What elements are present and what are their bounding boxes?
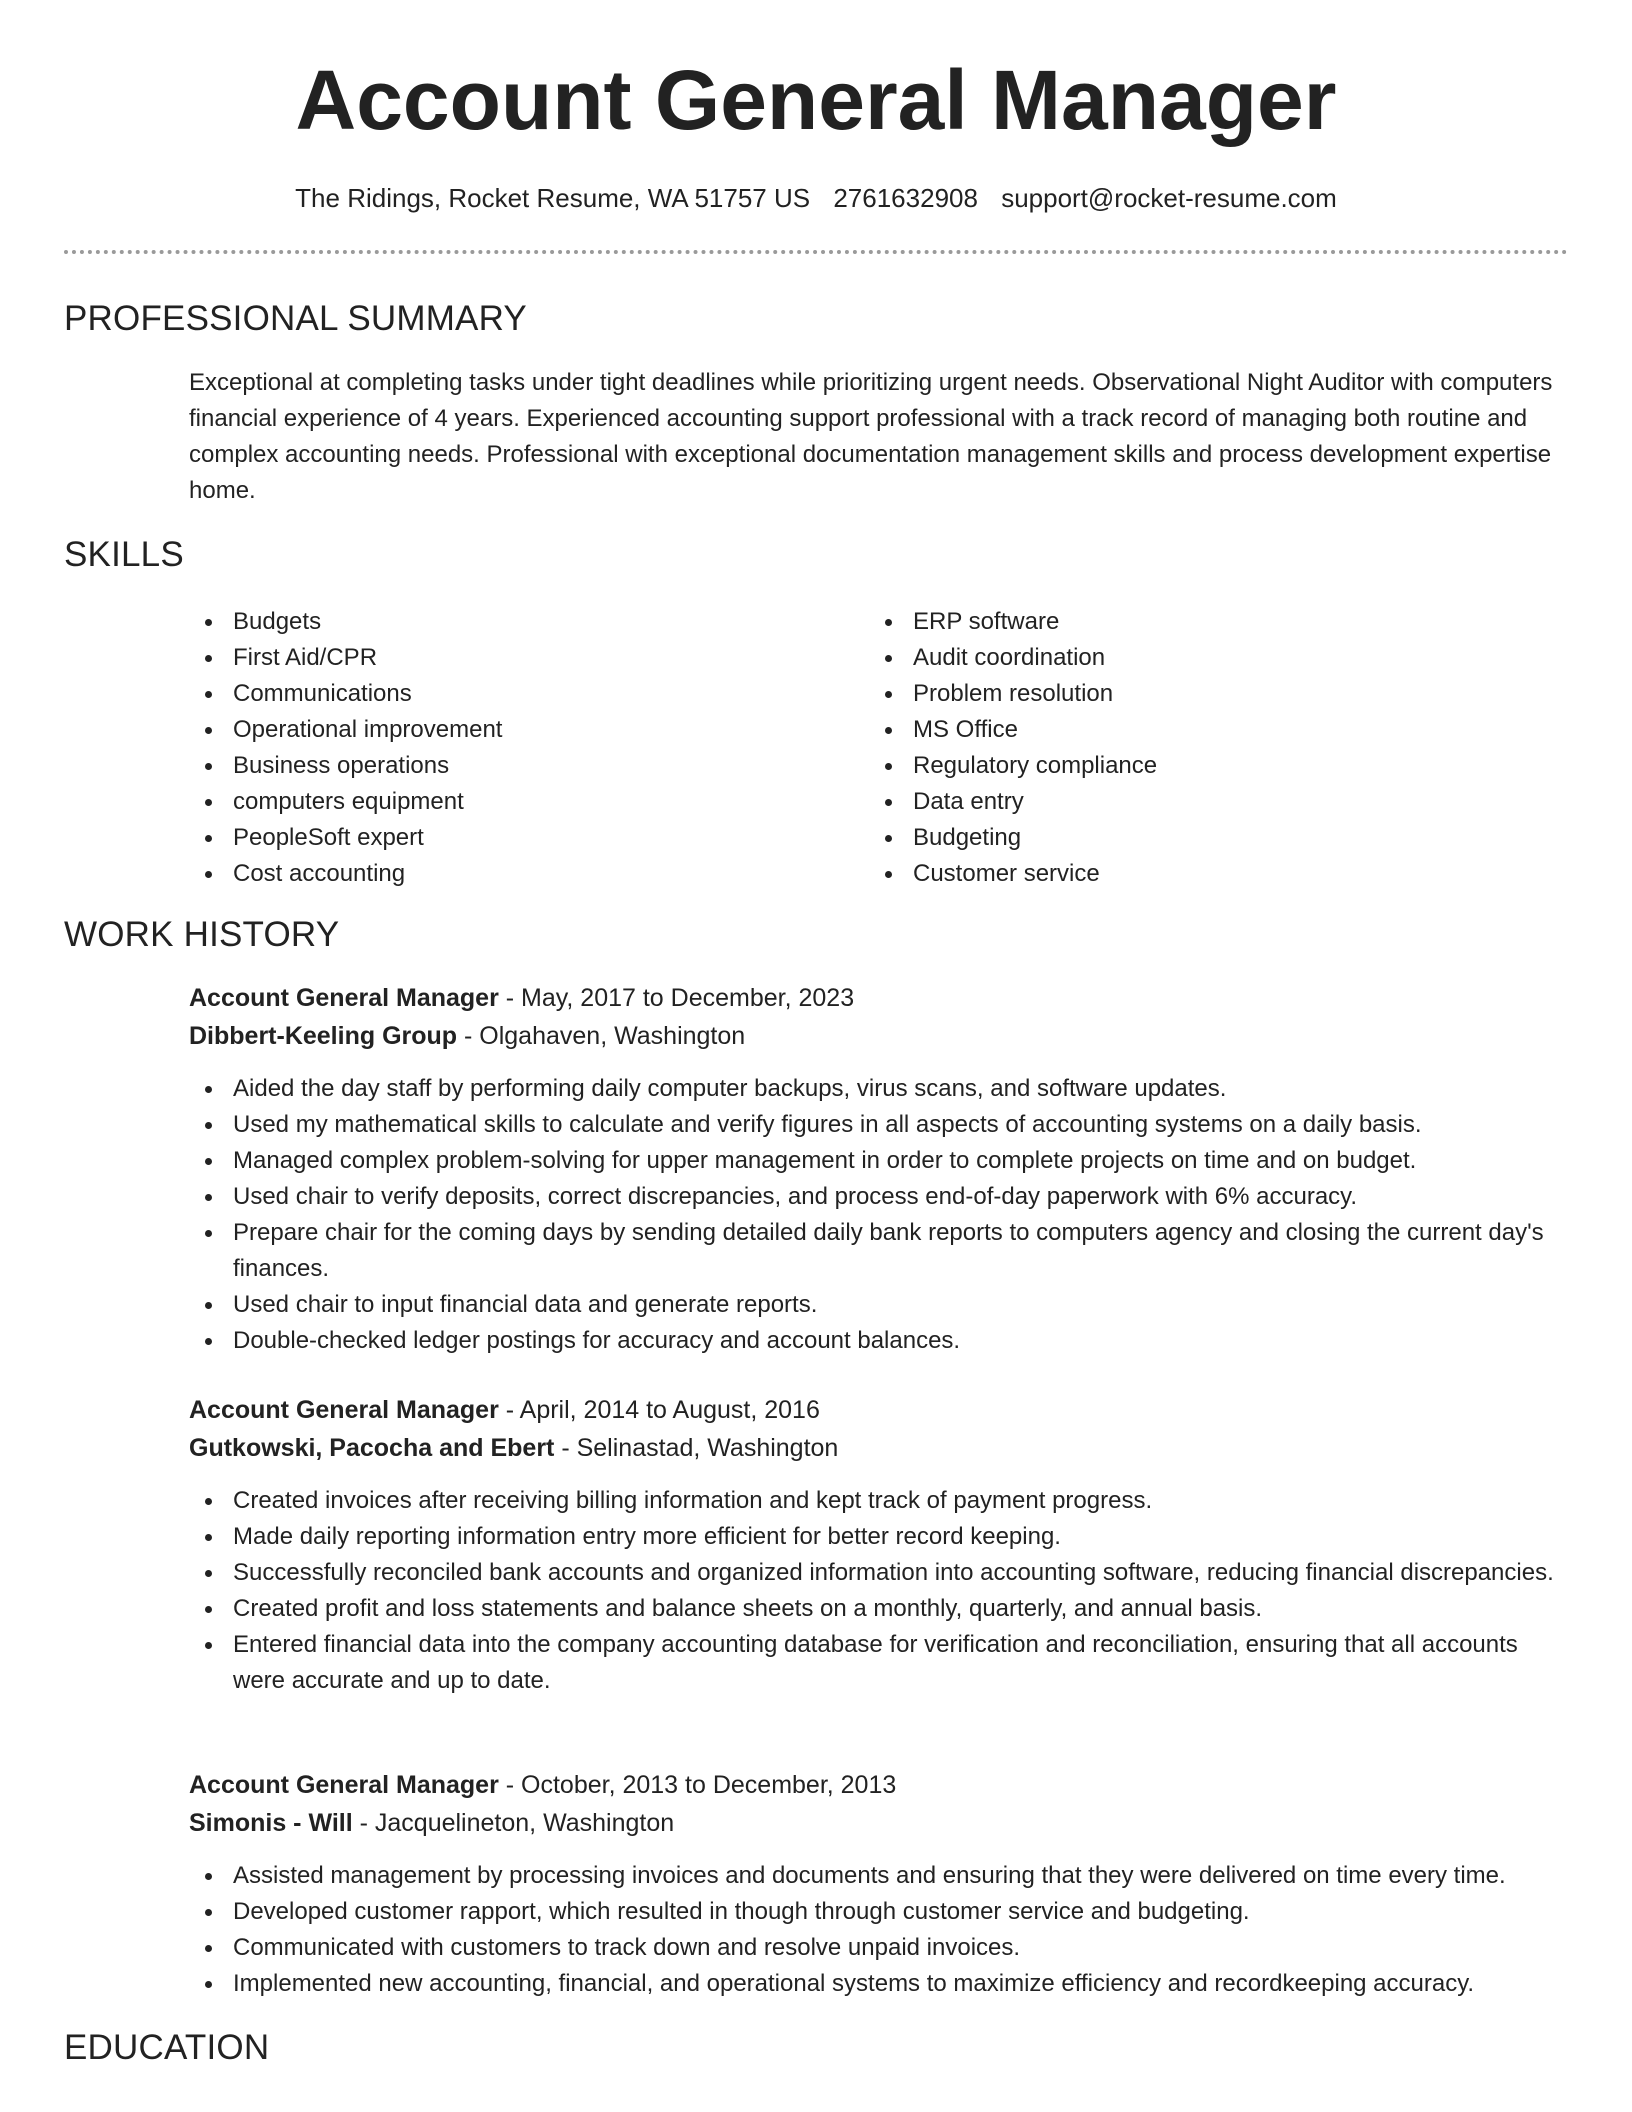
contact-email: support@rocket-resume.com: [1001, 183, 1337, 213]
job-entry: [189, 979, 1569, 1359]
skill-item: Operational improvement: [189, 712, 869, 748]
duty-item: Successfully reconciled bank accounts and organized information into accounting software, reducing financial discrepancies.: [189, 1555, 1569, 1591]
duty-item: Entered financial data into the company accounting database for verification and reconciliation, ensuring that all accounts were accurate and up to date.: [189, 1627, 1569, 1699]
job-role: Account General Manager: [189, 1396, 499, 1424]
job-dates: - April, 2014 to August, 2016: [498, 1396, 820, 1424]
summary-heading: PROFESSIONAL SUMMARY: [64, 299, 527, 338]
job-company: Gutkowski, Pacocha and Ebert: [189, 1434, 555, 1462]
skill-item: Data entry: [869, 784, 1469, 820]
header-divider: [64, 250, 1568, 254]
resume-name: Account General Manager: [295, 53, 1337, 147]
skills-column-right: [869, 604, 1469, 892]
duty-item: Aided the day staff by performing daily computer backups, virus scans, and software updates.: [189, 1071, 1569, 1107]
job-duties: [189, 1858, 1569, 2002]
contact-phone: 2761632908: [833, 183, 978, 213]
skills-list: [189, 604, 1569, 892]
job-company-line: [189, 1804, 1569, 1842]
duty-item: Used my mathematical skills to calculate and verify figures in all aspects of accounting systems on a daily basis.: [189, 1107, 1569, 1143]
duty-item: Developed customer rapport, which resulted in though through customer service and budgeting.: [189, 1894, 1569, 1930]
job-company: Simonis - Will: [189, 1809, 353, 1837]
job-title-line: [189, 979, 1569, 1017]
duty-item: Used chair to verify deposits, correct discrepancies, and process end-of-day paperwork with 6% accuracy.: [189, 1179, 1569, 1215]
skill-item: MS Office: [869, 712, 1469, 748]
duty-item: Double-checked ledger postings for accuracy and account balances.: [189, 1323, 1569, 1359]
skill-item: Budgets: [189, 604, 869, 640]
contact-line: [0, 180, 1632, 216]
job-duties: [189, 1071, 1569, 1359]
duty-item: Implemented new accounting, financial, and operational systems to maximize efficiency and recordkeeping accuracy.: [189, 1966, 1569, 2002]
duty-item: Made daily reporting information entry more efficient for better record keeping.: [189, 1519, 1569, 1555]
skills-column-left: [189, 604, 869, 892]
work-history-heading: WORK HISTORY: [64, 915, 340, 954]
job-dates: - May, 2017 to December, 2023: [498, 984, 855, 1012]
skill-item: computers equipment: [189, 784, 869, 820]
skill-item: ERP software: [869, 604, 1469, 640]
skill-item: Cost accounting: [189, 856, 869, 892]
duty-item: Communicated with customers to track down and resolve unpaid invoices.: [189, 1930, 1569, 1966]
job-title-line: [189, 1766, 1569, 1804]
summary-text: Exceptional at completing tasks under tight deadlines while prioritizing urgent needs. Observational Night Auditor with computers financial experience of 4 years. Experienced accounting support professional with a track record of managing both routine and complex accounting needs. Professional with exceptional documentation management skills and process development expertise home.: [189, 369, 1553, 504]
duty-item: Assisted management by processing invoices and documents and ensuring that they were delivered on time every time.: [189, 1858, 1569, 1894]
job-company-line: [189, 1017, 1569, 1055]
duty-item: Used chair to input financial data and generate reports.: [189, 1287, 1569, 1323]
job-location: - Olgahaven, Washington: [457, 1022, 746, 1050]
duty-item: Created profit and loss statements and balance sheets on a monthly, quarterly, and annual basis.: [189, 1591, 1569, 1627]
job-entry: [189, 1391, 1569, 1699]
duty-item: Prepare chair for the coming days by sending detailed daily bank reports to computers agency and closing the current day's finances.: [189, 1215, 1569, 1287]
skills-heading: SKILLS: [64, 535, 184, 574]
skill-item: PeopleSoft expert: [189, 820, 869, 856]
job-title-line: [189, 1391, 1569, 1429]
job-dates: - October, 2013 to December, 2013: [498, 1771, 897, 1799]
job-company: Dibbert-Keeling Group: [189, 1022, 458, 1050]
education-heading: EDUCATION: [64, 2028, 270, 2067]
job-duties: [189, 1483, 1569, 1699]
skill-item: First Aid/CPR: [189, 640, 869, 676]
skill-item: Budgeting: [869, 820, 1469, 856]
duty-item: Managed complex problem-solving for upper management in order to complete projects on time and on budget.: [189, 1143, 1569, 1179]
job-role: Account General Manager: [189, 984, 499, 1012]
skill-item: Problem resolution: [869, 676, 1469, 712]
job-company-line: [189, 1429, 1569, 1467]
skill-item: Communications: [189, 676, 869, 712]
job-role: Account General Manager: [189, 1771, 499, 1799]
skill-item: Customer service: [869, 856, 1469, 892]
skill-item: Regulatory compliance: [869, 748, 1469, 784]
duty-item: Created invoices after receiving billing information and kept track of payment progress.: [189, 1483, 1569, 1519]
job-entry: [189, 1766, 1569, 2002]
job-location: - Jacquelineton, Washington: [352, 1809, 675, 1837]
skill-item: Audit coordination: [869, 640, 1469, 676]
job-location: - Selinastad, Washington: [554, 1434, 839, 1462]
skill-item: Business operations: [189, 748, 869, 784]
contact-address: The Ridings, Rocket Resume, WA 51757 US: [295, 183, 811, 213]
